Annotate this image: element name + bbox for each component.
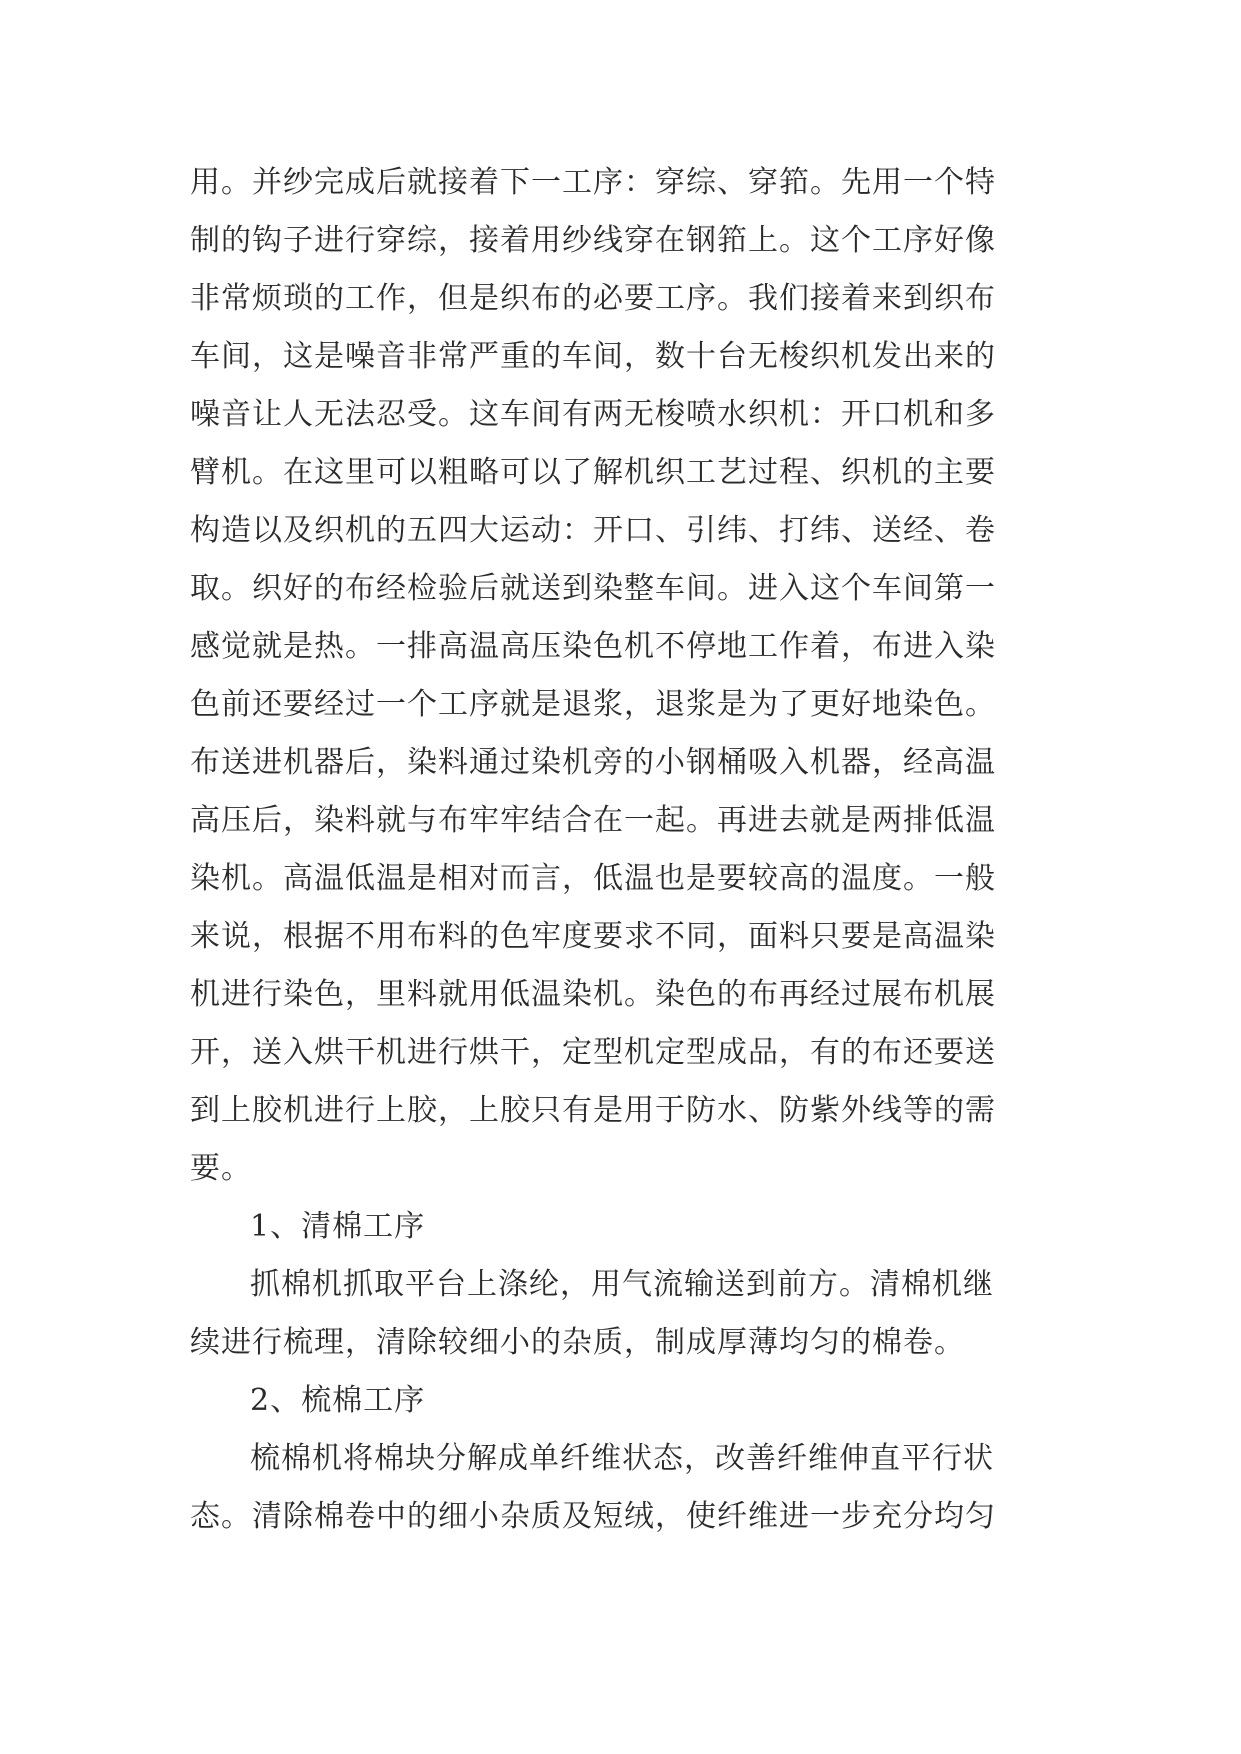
text-line: 来说，根据不用布料的色牢度要求不同，面料只要是高温染 <box>190 919 996 954</box>
text-line: 用。并纱完成后就接着下一工序：穿综、穿筘。先用一个特 <box>190 165 996 200</box>
text-line: 梳棉机将棉块分解成单纤维状态，改善纤维伸直平行状 <box>250 1441 994 1476</box>
text-line: 色前还要经过一个工序就是退浆，退浆是为了更好地染色。 <box>190 687 996 722</box>
text-line: 车间，这是噪音非常严重的车间，数十台无梭织机发出来的 <box>190 339 996 374</box>
text-line: 2、梳棉工序 <box>250 1383 426 1418</box>
text-line: 1、清棉工序 <box>250 1209 426 1244</box>
text-line: 布送进机器后，染料通过染机旁的小钢桶吸入机器，经高温 <box>190 745 996 780</box>
text-line: 到上胶机进行上胶，上胶只有是用于防水、防紫外线等的需 <box>190 1093 996 1128</box>
text-line: 开，送入烘干机进行烘干，定型机定型成品，有的布还要送 <box>190 1035 996 1070</box>
text-line: 高压后，染料就与布牢牢结合在一起。再进去就是两排低温 <box>190 803 996 838</box>
text-line: 噪音让人无法忍受。这车间有两无梭喷水织机：开口机和多 <box>190 397 996 432</box>
text-line: 续进行梳理，清除较细小的杂质，制成厚薄均匀的棉卷。 <box>190 1325 965 1360</box>
body-text <box>190 154 1060 1546</box>
text-line: 抓棉机抓取平台上涤纶，用气流输送到前方。清棉机继 <box>250 1267 994 1302</box>
text-line: 制的钩子进行穿综，接着用纱线穿在钢筘上。这个工序好像 <box>190 223 996 258</box>
text-line: 臂机。在这里可以粗略可以了解机织工艺过程、织机的主要 <box>190 455 996 490</box>
text-line: 感觉就是热。一排高温高压染色机不停地工作着，布进入染 <box>190 629 996 664</box>
text-line: 取。织好的布经检验后就送到染整车间。进入这个车间第一 <box>190 571 996 606</box>
text-line: 要。 <box>190 1151 252 1186</box>
text-line: 构造以及织机的五四大运动：开口、引纬、打纬、送经、卷 <box>190 513 996 548</box>
text-line: 染机。高温低温是相对而言，低温也是要较高的温度。一般 <box>190 861 996 896</box>
text-line: 态。清除棉卷中的细小杂质及短绒，使纤维进一步充分均匀 <box>190 1499 996 1534</box>
text-line: 机进行染色，里料就用低温染机。染色的布再经过展布机展 <box>190 977 996 1012</box>
text-line: 非常烦琐的工作，但是织布的必要工序。我们接着来到织布 <box>190 281 996 316</box>
